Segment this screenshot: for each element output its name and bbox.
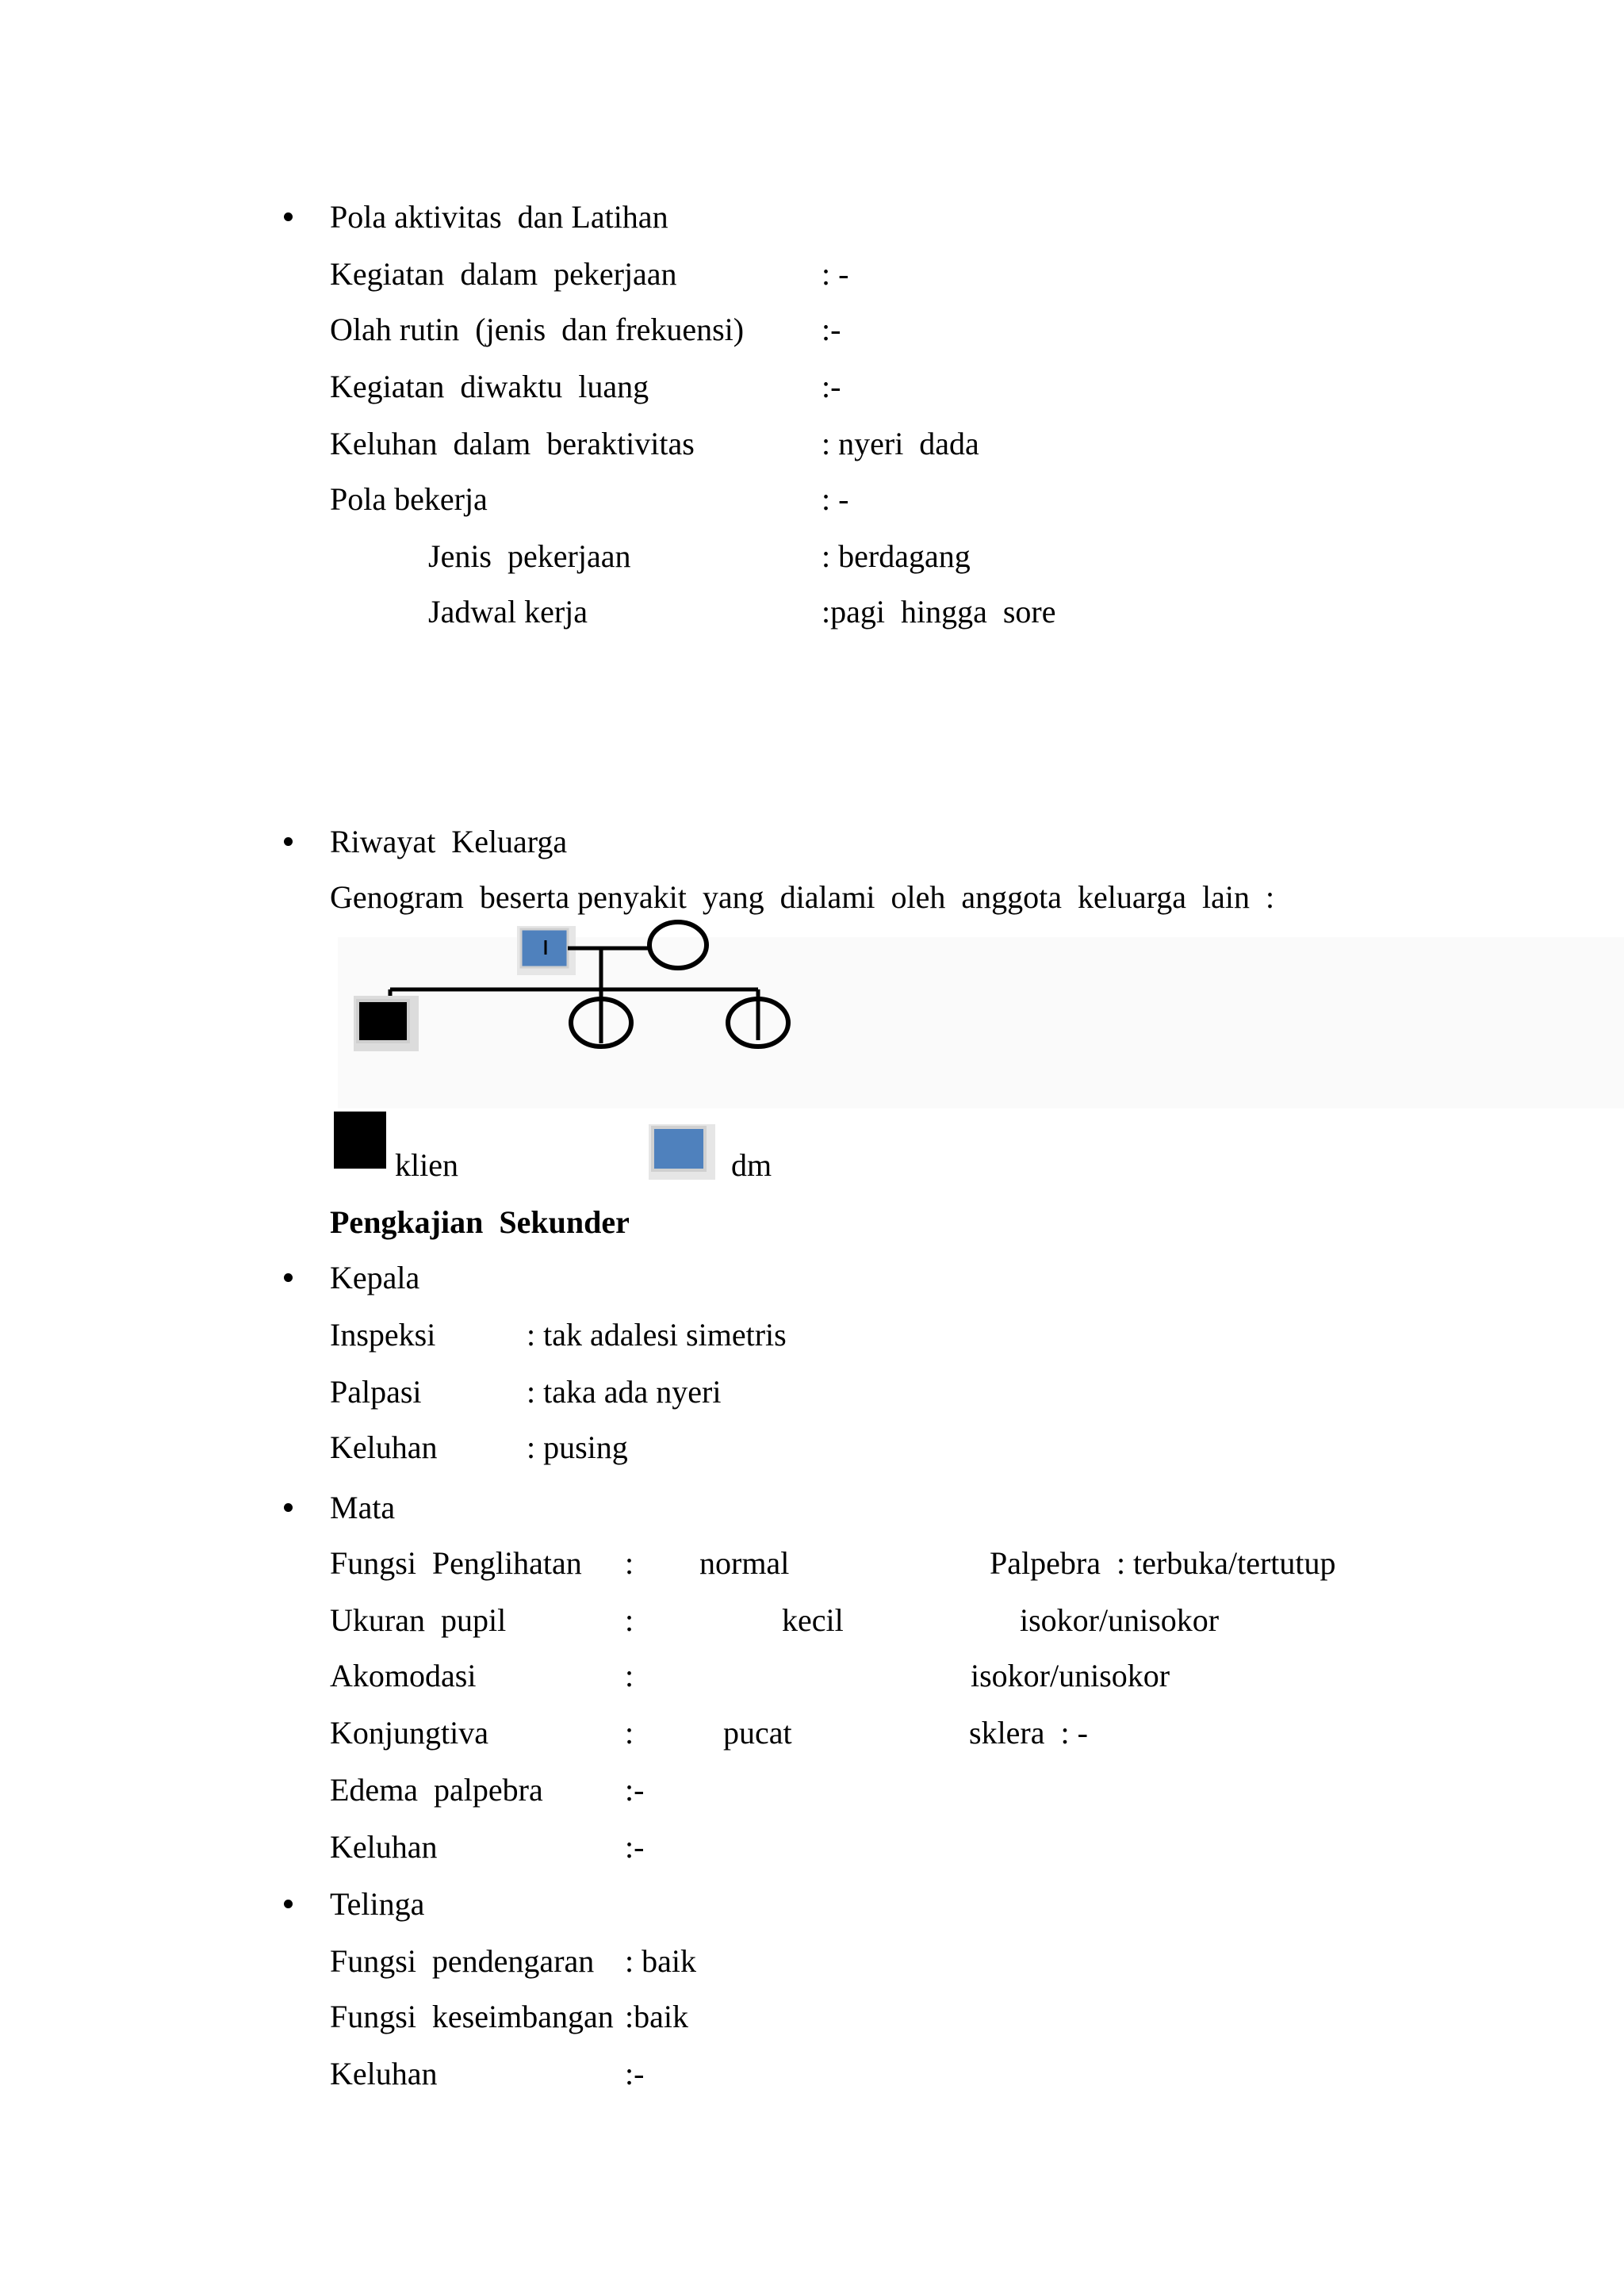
row-label: Keluhan dalam beraktivitas [330,426,695,461]
legend-dm-square [653,1127,705,1170]
row-label: Keluhan [330,1829,438,1865]
row-label: Kegiatan diwaktu luang [330,369,649,404]
row-value: normal [699,1545,790,1581]
row-label: Keluhan [330,1429,438,1465]
row-label: Olah rutin (jenis dan frekuensi) [330,312,745,347]
subsection-title: Pengkajian Sekunder [330,1204,630,1240]
row-value: :- [625,2056,645,2091]
row-value: pucat [723,1715,792,1751]
row-label: Jadwal kerja [428,594,588,629]
row-label: Keluhan [330,2056,438,2091]
row-label: Ukuran pupil [330,1602,507,1638]
row-label: Pola bekerja [330,481,488,517]
row-colon: :- [625,1829,645,1865]
section-heading-aktivitas: Pola aktivitas dan Latihan [330,199,668,235]
bullet [284,1503,293,1512]
row-label: Konjungtiva [330,1715,488,1751]
row-label: Kegiatan dalam pekerjaan [330,256,677,292]
row-value: : nyeri dada [822,426,979,461]
row-label: Edema palpebra [330,1772,543,1808]
genogram-caption: Genogram beserta penyakit yang dialami oleh anggota keluarga lain : [330,879,1275,915]
row-extra: Palpebra : terbuka/tertutup [990,1545,1336,1581]
row-value: : tak adalesi simetris [527,1317,787,1353]
row-label: Fungsi pendengaran [330,1943,595,1979]
section-heading-kepala: Kepala [330,1260,420,1295]
section-heading-mata: Mata [330,1490,396,1525]
row-label: Akomodasi [330,1658,477,1693]
row-value: : - [822,256,849,292]
legend-klien-label: klien [395,1147,458,1183]
row-label: Fungsi Penglihatan [330,1545,582,1581]
row-extra: sklera : - [969,1715,1088,1751]
row-extra: isokor/unisokor [1020,1602,1220,1638]
row-extra: isokor/unisokor [971,1658,1170,1693]
row-label: Fungsi keseimbangan [330,1999,614,2034]
row-value: :pagi hingga sore [822,594,1056,629]
row-value: : berdagang [822,538,971,574]
row-value: :baik [625,1999,688,2034]
row-value: :- [822,312,841,347]
row-colon: : [625,1658,634,1693]
row-colon: : [625,1545,634,1581]
row-colon: :- [625,1772,645,1808]
row-label: Inspeksi [330,1317,436,1353]
legend-dm-label: dm [731,1147,772,1183]
legend-klien-square [334,1112,386,1169]
section-heading-keluarga: Riwayat Keluarga [330,824,568,859]
row-colon: : [625,1602,634,1638]
row-value: : - [822,481,849,517]
row-value: : taka ada nyeri [527,1374,722,1410]
section-heading-telinga: Telinga [330,1886,425,1922]
row-colon: : [625,1715,634,1751]
row-label: Palpasi [330,1374,422,1410]
bullet [284,1900,293,1908]
row-value: : baik [625,1943,696,1979]
row-label: Jenis pekerjaan [428,538,631,574]
client-square [358,1001,408,1042]
row-value: kecil [782,1602,844,1638]
row-value: :- [822,369,841,404]
bullet [284,1273,293,1282]
row-value: : pusing [527,1429,628,1465]
